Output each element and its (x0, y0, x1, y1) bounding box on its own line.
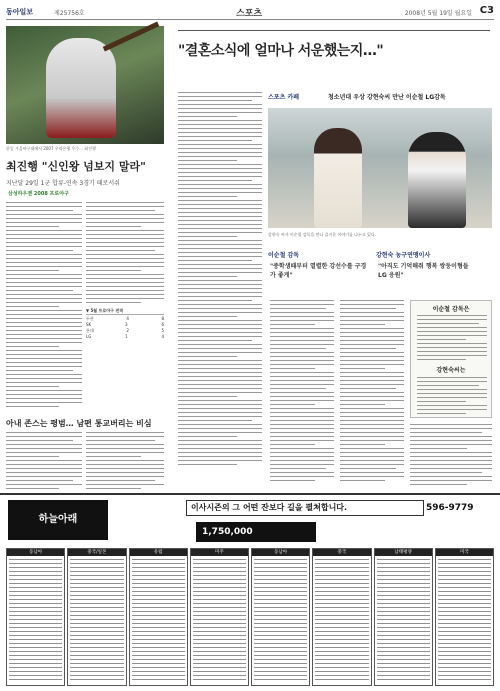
feature-col-b (340, 300, 404, 484)
feature-intro-col (178, 92, 262, 468)
ad-cell[interactable]: 유럽 (129, 548, 188, 686)
ad-banner[interactable]: 이사시즌의 그 어떤 잔보다 길을 펼쳐합니다. (186, 500, 424, 516)
profile-title-2: 강현숙씨는 (436, 367, 466, 374)
issue-date: 2008년 5월 19일 월요일 (404, 10, 472, 17)
ad-grid (6, 548, 494, 686)
issue-number: 제25756호 (54, 10, 85, 17)
ad-cell[interactable]: 남태평양 (374, 548, 433, 686)
woman-figure (314, 128, 362, 228)
profile-box (410, 300, 492, 418)
left-article2-col2 (86, 432, 164, 492)
ad-cell[interactable]: 미주 (190, 548, 249, 686)
feature-title: "결혼소식에 얼마나 서운했는지…" (178, 43, 384, 59)
table-row: 롯데 2 5 (86, 328, 164, 333)
bat-shape (103, 22, 159, 52)
profile-text-1 (417, 315, 487, 363)
pull-quote-1: "중학생때부터 열렬한 강선수를 구경가 좋게" (270, 263, 367, 279)
page-number: C3 (479, 5, 494, 16)
feature-kicker (268, 92, 492, 104)
ad-cell[interactable]: 중국 (312, 548, 371, 686)
ad-cell[interactable]: 동남아 (6, 548, 65, 686)
ad-cell[interactable]: 미국 (435, 548, 494, 686)
newspaper-logo: 동아일보 (6, 8, 34, 16)
man-figure (408, 132, 466, 228)
results-table-title: ▼ 5월 프로야구 전적 (86, 308, 164, 315)
player-figure (46, 38, 116, 138)
kicker-text: 청소년대 우상 강현숙씨 만난 이순철 LG감독 (328, 94, 446, 101)
left-subhead: 지난달 29일 1군 합류-연속 3경기 때로서쉬 (6, 180, 120, 187)
table-row: SK 3 6 (86, 322, 164, 327)
table-row: LG 1 4 (86, 334, 164, 339)
left-article2-col1 (6, 432, 82, 492)
feature-top-rule (178, 30, 490, 31)
ad-price[interactable]: 1,750,000 (196, 522, 316, 542)
page-header (6, 4, 494, 20)
ad-cell[interactable]: 동남아 (251, 548, 310, 686)
column-head-2: 강현숙 농구연맹이사 (376, 252, 431, 259)
table-row: 두산 4 8 (86, 316, 164, 321)
player-photo-caption: 한일 가을야구대에서 2007 우리은행 우수... 최진행 (6, 146, 96, 151)
profile-text-2 (417, 377, 487, 417)
profile-title-1: 이순철 감독은 (432, 306, 470, 313)
player-photo (6, 26, 164, 144)
section-title: 스포츠 (236, 9, 263, 19)
ad-phone[interactable]: 596-9779 (426, 503, 474, 513)
left-article-col2 (86, 202, 164, 306)
results-table (86, 308, 164, 340)
ad-logo[interactable]: 하늘아래 (8, 500, 108, 540)
pull-quote-2: "아직도 기억해줘 행복 쌍둥이형들 LG 응원" (378, 263, 469, 279)
feature-col-c (410, 424, 492, 488)
feature-photo-caption: 강현숙 씨가 이순철 감독을 만나 즐거운 이야기를 나누고 있다. (268, 232, 377, 237)
kicker-tag: 스포츠 카페 (268, 94, 300, 101)
left-article-col1 (6, 202, 82, 410)
ad-cell[interactable]: 중국/일본 (67, 548, 126, 686)
feature-col-a (270, 300, 334, 484)
left-headline: 최진행 "신인왕 넘보지 말라" (6, 160, 146, 173)
feature-photo (268, 108, 492, 228)
league-badge: 삼성하우젠 2008 프로야구 (8, 191, 69, 197)
column-head-1: 이순철 감독 (268, 252, 300, 259)
left-headline-2: 아내 존스는 평범… 남편 통교버리는 비심 (6, 419, 152, 428)
